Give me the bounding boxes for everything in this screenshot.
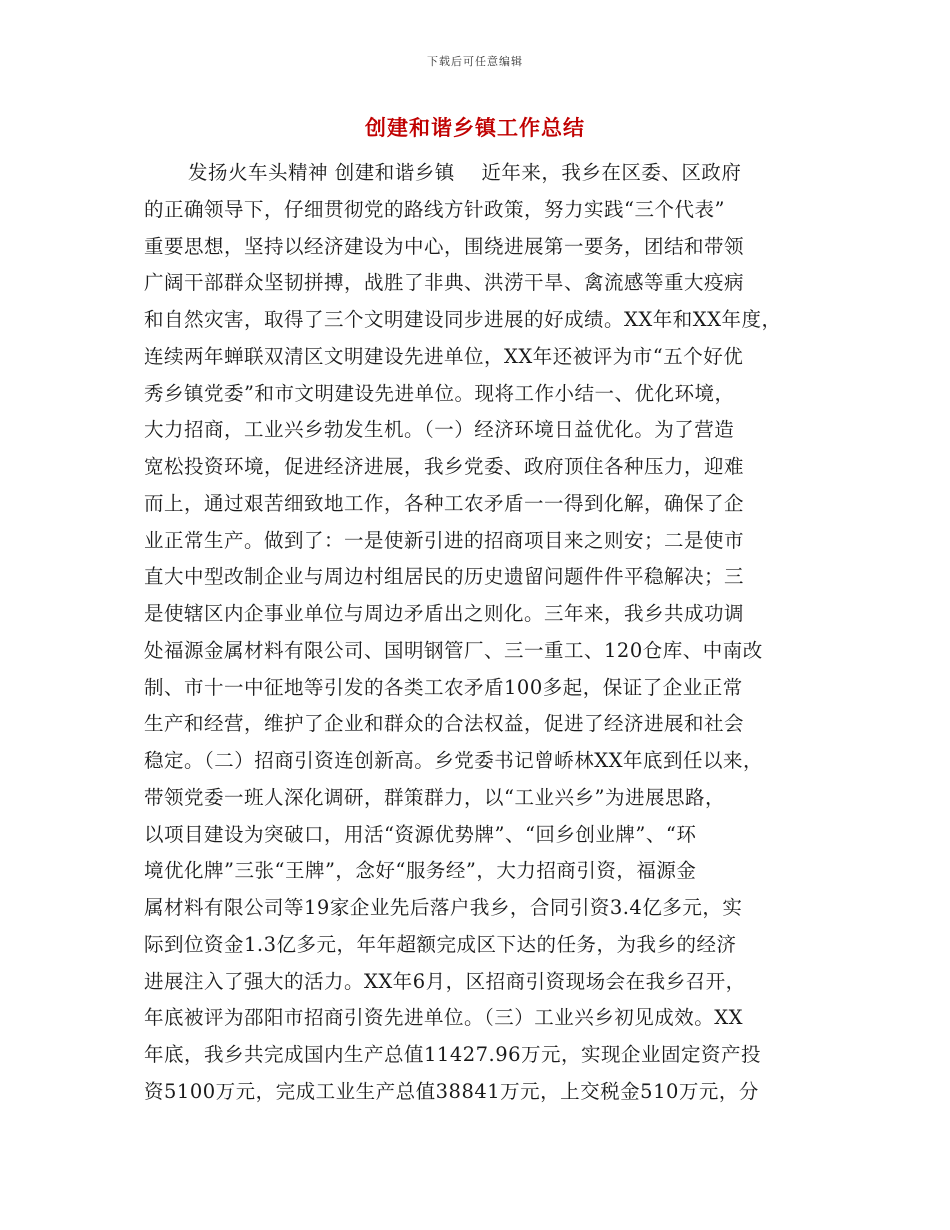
body-line: 资5100万元，完成工业生产总值38841万元，上交税金510万元，分	[144, 1079, 759, 1103]
body-line: 广阔干部群众坚韧拼搏，战胜了非典、洪涝干旱、禽流感等重大疫病	[144, 271, 745, 295]
body-line: 属材料有限公司等19家企业先后落户我乡，合同引资3.4亿多元，实	[144, 896, 743, 919]
body-line: 处福源金属材料有限公司、国明钢管厂、三一重工、120仓库、中南改	[144, 638, 763, 662]
body-line: 发扬火车头精神 创建和谐乡镇 近年来，我乡在区委、区政府	[188, 161, 742, 184]
body-line: 生产和经营，维护了企业和群众的合法权益，促进了经济进展和社会	[144, 712, 745, 736]
body-line: 际到位资金1.3亿多元，年年超额完成区下达的任务，为我乡的经济	[144, 932, 737, 956]
body-line: 是使辖区内企事业单位与周边矛盾出之则化。三年来，我乡共成功调	[144, 602, 745, 625]
body-line: 的正确领导下，仔细贯彻党的路线方针政策，努力实践“三个代表”	[144, 197, 725, 221]
body-line: 直大中型改制企业与周边村组居民的历史遗留问题件件平稳解决；三	[144, 565, 745, 589]
body-line: 以项目建设为突破口，用活“资源优势牌”、“回乡创业牌”、“环	[144, 822, 697, 846]
body-line: 重要思想，坚持以经济建设为中心，围绕进展第一要务，团结和带领	[144, 234, 745, 258]
document-title: 创建和谐乡镇工作总结	[365, 116, 585, 140]
body-line: 进展注入了强大的活力。XX年6月，区招商引资现场会在我乡召开，	[144, 969, 746, 993]
body-line: 而上，通过艰苦细致地工作，各种工农矛盾一一得到化解，确保了企	[144, 491, 745, 515]
body-line: 宽松投资环境，促进经济进展，我乡党委、政府顶住各种压力，迎难	[144, 455, 745, 478]
body-line: 连续两年蝉联双清区文明建设先进单位，XX年还被评为市“五个好优	[144, 344, 744, 368]
body-line: 大力招商，工业兴乡勃发生机。（一）经济环境日益优化。为了营造	[144, 418, 735, 442]
body-line: 秀乡镇党委”和市文明建设先进单位。现将工作小结一、优化环境，	[144, 381, 735, 405]
body-line: 年底被评为邵阳市招商引资先进单位。（三）工业兴乡初见成效。XX	[144, 1006, 744, 1030]
body-line: 境优化牌”三张“王牌”，念好“服务经”，大力招商引资，福源金	[144, 859, 697, 883]
body-line: 稳定。（二）招商引资连创新高。乡党委书记曾峤林XX年底到任以来，	[144, 749, 764, 772]
header-note: 下载后可任意编辑	[427, 55, 523, 68]
body-line: 业正常生产。做到了：一是使新引进的招商项目来之则安；二是使市	[144, 528, 745, 552]
body-line: 和自然灾害，取得了三个文明建设同步进展的好成绩。XX年和XX年度，	[144, 308, 782, 331]
body-line: 带领党委一班人深化调研，群策群力，以“工业兴乡”为进展思路，	[144, 785, 725, 809]
document-body	[144, 155, 814, 1111]
body-line: 年底，我乡共完成国内生产总值11427.96万元，实现企业固定资产投	[144, 1043, 762, 1066]
body-line: 制、市十一中征地等引发的各类工农矛盾100多起，保证了企业正常	[144, 675, 743, 699]
